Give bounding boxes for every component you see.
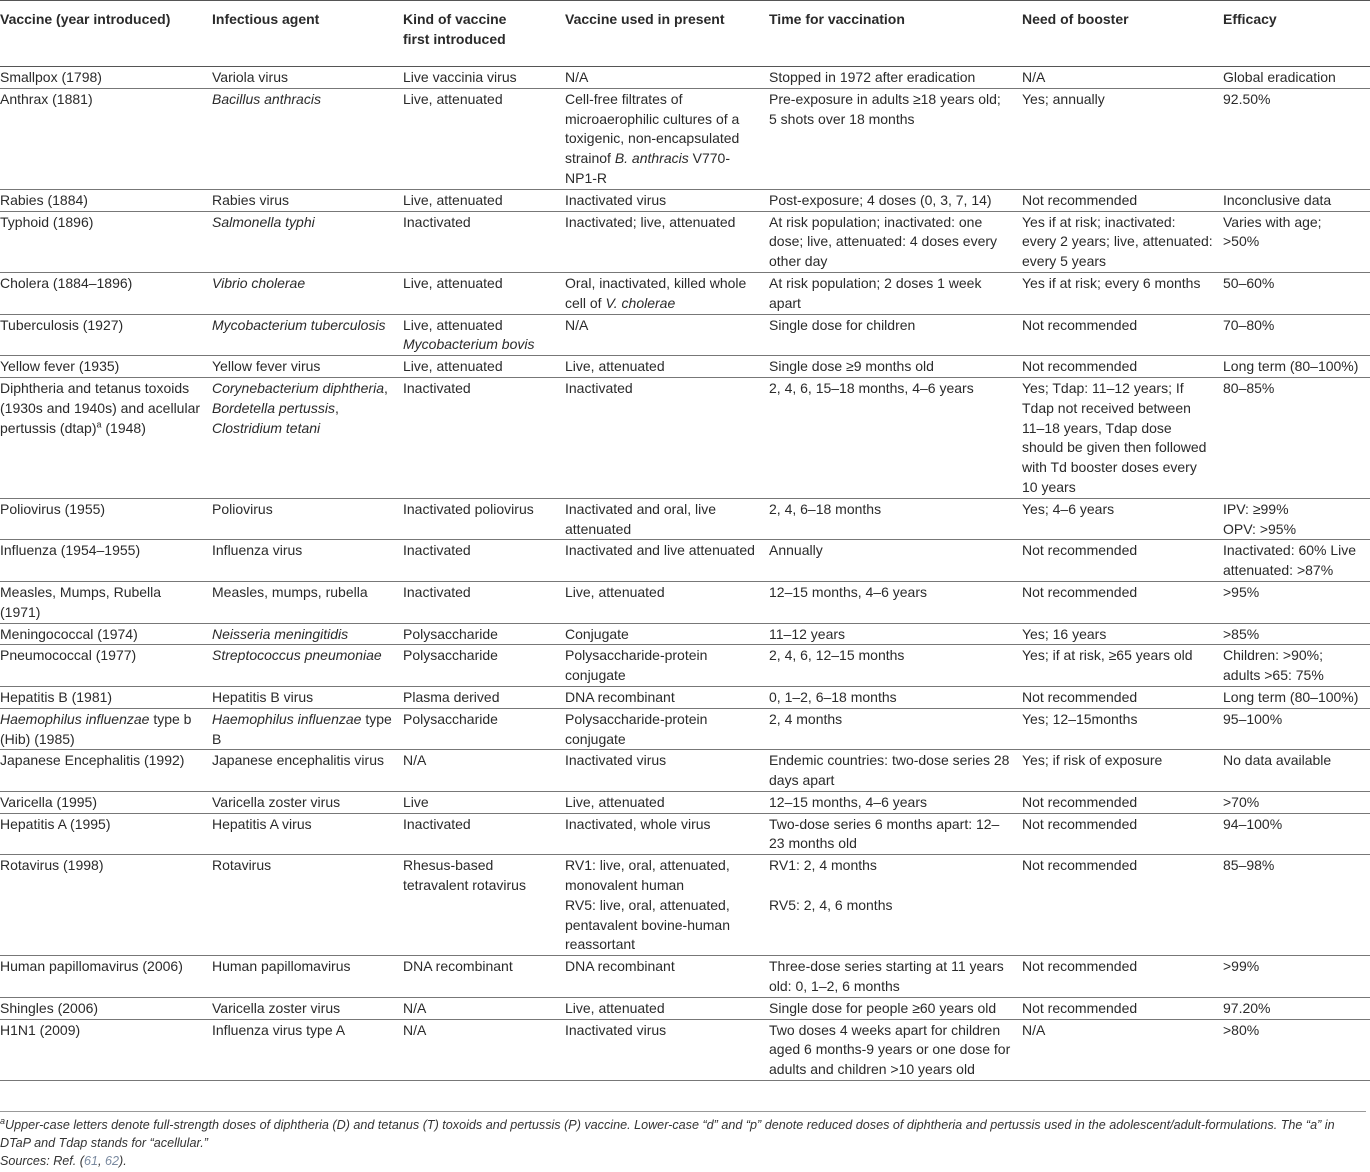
cell-booster: Not recommended <box>1022 316 1138 333</box>
cell-time: Single dose ≥9 months old <box>769 358 934 375</box>
cell-booster: Not recommended <box>1022 688 1138 705</box>
cell-kind: Inactivated <box>403 542 471 559</box>
cell-time: 12–15 months, 4–6 years <box>769 793 927 810</box>
cell-present: Inactivated, whole virus <box>565 815 711 832</box>
cell-present: Live, attenuated <box>565 999 665 1016</box>
table-row <box>0 708 1370 750</box>
table-row <box>0 189 1370 211</box>
cell-booster: Not recommended <box>1022 793 1138 810</box>
cell-booster: Yes if at risk; every 6 months <box>1022 274 1201 291</box>
cell-kind: Inactivated <box>403 583 471 600</box>
header-efficacy: Efficacy <box>1223 11 1277 27</box>
table-row <box>0 88 1370 189</box>
cell-kind: Plasma derived <box>403 688 500 705</box>
cell-present: DNA recombinant <box>565 688 675 705</box>
cell-vaccine: Measles, Mumps, Rubella (1971) <box>0 583 162 620</box>
table-body <box>0 67 1370 1081</box>
cell-kind: Live <box>403 793 429 810</box>
cell-efficacy: Inconclusive data <box>1223 191 1332 208</box>
cell-agent: Corynebacterium diphtheria, Bordetella pertussis, Clostridium tetani <box>212 379 388 436</box>
cell-kind: Live, attenuated Mycobacterium bovis <box>403 316 535 353</box>
cell-kind: Inactivated <box>403 213 471 230</box>
cell-booster: Not recommended <box>1022 958 1138 975</box>
cell-vaccine: Yellow fever (1935) <box>0 358 120 375</box>
cell-vaccine: Rabies (1884) <box>0 191 88 208</box>
cell-present: Inactivated virus <box>565 191 667 208</box>
cell-agent: Bacillus anthracis <box>212 90 321 107</box>
cell-vaccine: Diphtheria and tetanus toxoids (1930s and 1940s) and acellular pertussis (dtap)$^a$ (1948) <box>0 379 201 436</box>
cell-efficacy: IPV: ≥99% OPV: >95% <box>1223 500 1297 537</box>
cell-kind: Live, attenuated <box>403 358 503 375</box>
cell-kind: Live, attenuated <box>403 90 503 107</box>
header-present: Vaccine used in present <box>565 11 725 27</box>
cell-agent: Hepatitis A virus <box>212 815 312 832</box>
table-row <box>0 356 1370 378</box>
table-row <box>0 498 1370 540</box>
table-row <box>0 581 1370 623</box>
cell-time: 0, 1–2, 6–18 months <box>769 688 897 705</box>
cell-efficacy: 94–100% <box>1223 815 1283 832</box>
cell-agent: Human papillomavirus <box>212 958 351 975</box>
cell-vaccine: Shingles (2006) <box>0 999 99 1016</box>
cell-time: Single dose for people ≥60 years old <box>769 999 997 1016</box>
table-row <box>0 211 1370 272</box>
table-row <box>0 540 1370 582</box>
cell-time: Endemic countries: two-dose series 28 days apart <box>769 752 1010 789</box>
cell-efficacy: Children: >90%; adults >65: 75% <box>1223 647 1324 684</box>
cell-efficacy: Varies with age; >50% <box>1223 213 1322 250</box>
header-row <box>0 1 1370 67</box>
cell-vaccine: Pneumococcal (1977) <box>0 647 137 664</box>
cell-time: Two doses 4 weeks apart for children aged 6 months-9 years or one dose for adults and children >10 years old <box>769 1021 1011 1078</box>
cell-efficacy: >95% <box>1223 583 1260 600</box>
table-row <box>0 377 1370 498</box>
cell-booster: N/A <box>1022 69 1046 85</box>
cell-booster: Not recommended <box>1022 358 1138 375</box>
cell-present: Polysaccharide-protein conjugate <box>565 710 708 747</box>
cell-vaccine: Cholera (1884–1896) <box>0 274 133 291</box>
cell-booster: N/A <box>1022 1021 1046 1038</box>
table-row <box>0 997 1370 1019</box>
cell-booster: Not recommended <box>1022 999 1138 1016</box>
header-time: Time for vaccination <box>769 11 905 27</box>
cell-efficacy: >85% <box>1223 625 1260 642</box>
cell-time: Single dose for children <box>769 316 916 333</box>
cell-booster: Yes; if risk of exposure <box>1022 752 1163 769</box>
cell-vaccine: Japanese Encephalitis (1992) <box>0 752 185 769</box>
cell-present: Oral, inactivated, killed whole cell of V. cholerae <box>565 274 747 311</box>
cell-kind: Rhesus-based tetravalent rotavirus <box>403 857 526 894</box>
cell-agent: Neisseria meningitidis <box>212 625 349 642</box>
cell-present: Inactivated and oral, live attenuated <box>565 500 716 537</box>
table-row <box>0 791 1370 813</box>
cell-efficacy: >80% <box>1223 1021 1260 1038</box>
cell-present: N/A <box>565 316 589 333</box>
cell-agent: Streptococcus pneumoniae <box>212 647 382 664</box>
cell-booster: Yes; annually <box>1022 90 1105 107</box>
cell-agent: Rabies virus <box>212 191 290 208</box>
cell-time: 2, 4, 6–18 months <box>769 500 882 517</box>
cell-kind: Live vaccinia virus <box>403 69 517 85</box>
header-vaccine: Vaccine (year introduced) <box>0 11 171 27</box>
cell-present: Inactivated virus <box>565 752 667 769</box>
cell-booster: Yes; if at risk, ≥65 years old <box>1022 647 1193 664</box>
cell-kind: Live, attenuated <box>403 274 503 291</box>
cell-vaccine: Tuberculosis (1927) <box>0 316 124 333</box>
cell-agent: Influenza virus <box>212 542 303 559</box>
cell-agent: Haemophilus influenzae type B <box>212 710 392 747</box>
cell-vaccine: H1N1 (2009) <box>0 1021 81 1038</box>
cell-vaccine: Poliovirus (1955) <box>0 500 106 517</box>
cell-booster: Not recommended <box>1022 542 1138 559</box>
cell-time: RV1: 2, 4 months RV5: 2, 4, 6 months <box>769 857 893 913</box>
cell-vaccine: Meningococcal (1974) <box>0 625 138 642</box>
cell-present: Inactivated and live attenuated <box>565 542 755 559</box>
cell-booster: Not recommended <box>1022 857 1138 874</box>
cell-kind: Live, attenuated <box>403 191 503 208</box>
cell-vaccine: Smallpox (1798) <box>0 69 102 85</box>
cell-kind: Polysaccharide <box>403 710 498 727</box>
cell-efficacy: 97.20% <box>1223 999 1271 1016</box>
cell-present: N/A <box>565 69 589 85</box>
cell-efficacy: 70–80% <box>1223 316 1275 333</box>
cell-agent: Influenza virus type A <box>212 1021 346 1038</box>
cell-time: Annually <box>769 542 823 559</box>
table-row <box>0 314 1370 356</box>
cell-kind: N/A <box>403 999 427 1016</box>
cell-vaccine: Varicella (1995) <box>0 793 98 810</box>
cell-efficacy: Long term (80–100%) <box>1223 358 1359 375</box>
cell-time: Two-dose series 6 months apart: 12–23 months old <box>769 815 1000 852</box>
cell-present: Live, attenuated <box>565 358 665 375</box>
table-header <box>0 1 1370 67</box>
cell-kind: Polysaccharide <box>403 625 498 642</box>
cell-agent: Varicella zoster virus <box>212 999 341 1016</box>
cell-present: Live, attenuated <box>565 793 665 810</box>
cell-kind: N/A <box>403 1021 427 1038</box>
table-row <box>0 272 1370 314</box>
cell-time: At risk population; inactivated: one dose; live, attenuated: 4 doses every other day <box>769 213 998 270</box>
cell-time: 2, 4, 6, 12–15 months <box>769 647 905 664</box>
cell-efficacy: 92.50% <box>1223 90 1271 107</box>
cell-efficacy: 50–60% <box>1223 274 1275 291</box>
table-row <box>0 813 1370 855</box>
cell-vaccine: Hepatitis A (1995) <box>0 815 111 832</box>
cell-present: Polysaccharide-protein conjugate <box>565 647 708 684</box>
cell-booster: Yes; 12–15months <box>1022 710 1138 727</box>
cell-vaccine: Human papillomavirus (2006) <box>0 958 183 975</box>
cell-time: At risk population; 2 doses 1 week apart <box>769 274 982 311</box>
cell-efficacy: No data available <box>1223 752 1332 769</box>
cell-efficacy: >99% <box>1223 958 1260 975</box>
cell-time: 2, 4, 6, 15–18 months, 4–6 years <box>769 379 974 396</box>
header-agent: Infectious agent <box>212 11 320 27</box>
cell-kind: Inactivated <box>403 379 471 396</box>
cell-booster: Yes if at risk; inactivated: every 2 years; live, attenuated: every 5 years <box>1022 213 1213 270</box>
cell-kind: Polysaccharide <box>403 647 498 664</box>
cell-time: 11–12 years <box>769 625 846 642</box>
cell-kind: N/A <box>403 752 427 769</box>
cell-time: 12–15 months, 4–6 years <box>769 583 927 600</box>
cell-vaccine: Rotavirus (1998) <box>0 857 104 874</box>
footnote-a: $^a$Upper-case letters denote full-strength doses of diphtheria (D) and tetanus (T) toxoids and pertussis (P) vaccine. Lower-case “d” and “p” denote reduced doses of diphtheria and pertussis used in the adolescent/adult-formulations. The “a” in DTaP and Tdap stands for “acellular.” <box>0 1115 1335 1150</box>
cell-present: Inactivated; live, attenuated <box>565 213 736 230</box>
cell-booster: Not recommended <box>1022 191 1138 208</box>
cell-agent: Salmonella typhi <box>212 213 315 230</box>
cell-agent: Hepatitis B virus <box>212 688 314 705</box>
cell-vaccine: Hepatitis B (1981) <box>0 688 113 705</box>
cell-kind: Inactivated poliovirus <box>403 500 534 517</box>
cell-booster: Yes; Tdap: 11–12 years; If Tdap not received between 11–18 years, Tdap dose should be given then followed with Td booster doses every 10 years <box>1022 379 1207 495</box>
cell-present: Cell-free filtrates of microaerophilic cultures of a toxigenic, non-encapsulated strainof B. anthracis V770-NP1-R <box>565 90 740 186</box>
cell-present: DNA recombinant <box>565 958 675 975</box>
cell-efficacy: 85–98% <box>1223 857 1275 874</box>
cell-agent: Measles, mumps, rubella <box>212 583 368 600</box>
cell-present: RV1: live, oral, attenuated, monovalent human RV5: live, oral, attenuated, pentavalent bovine-human reassortant <box>565 857 731 953</box>
table-row <box>0 686 1370 708</box>
table-row <box>0 855 1370 956</box>
cell-booster: Not recommended <box>1022 583 1138 600</box>
cell-vaccine: Anthrax (1881) <box>0 90 93 107</box>
footnote-sources: Sources: Ref. (61, 62). <box>0 1154 127 1168</box>
table-footnotes <box>0 1111 1366 1170</box>
cell-kind: DNA recombinant <box>403 958 513 975</box>
cell-efficacy: Inactivated: 60% Live attenuated: >87% <box>1223 542 1357 579</box>
cell-agent: Variola virus <box>212 69 288 85</box>
cell-booster: Not recommended <box>1022 815 1138 832</box>
cell-agent: Varicella zoster virus <box>212 793 341 810</box>
header-kind: Kind of vaccine first introduced <box>403 11 507 47</box>
cell-present: Live, attenuated <box>565 583 665 600</box>
cell-time: 2, 4 months <box>769 710 843 727</box>
cell-present: Conjugate <box>565 625 629 642</box>
cell-time: Stopped in 1972 after eradication <box>769 69 976 85</box>
header-booster: Need of booster <box>1022 11 1129 27</box>
cell-agent: Rotavirus <box>212 857 272 874</box>
cell-agent: Vibrio cholerae <box>212 274 306 291</box>
cell-present: Inactivated virus <box>565 1021 667 1038</box>
table-row <box>0 956 1370 998</box>
cell-efficacy: >70% <box>1223 793 1260 810</box>
cell-efficacy: 80–85% <box>1223 379 1275 396</box>
cell-vaccine: Haemophilus influenzae type b (Hib) (1985) <box>0 710 192 747</box>
table-row <box>0 1019 1370 1080</box>
cell-kind: Inactivated <box>403 815 471 832</box>
cell-agent: Poliovirus <box>212 500 273 517</box>
cell-time: Post-exposure; 4 doses (0, 3, 7, 14) <box>769 191 992 208</box>
cell-time: Three-dose series starting at 11 years old: 0, 1–2, 6 months <box>769 958 1004 995</box>
table-row <box>0 645 1370 687</box>
table-row <box>0 750 1370 792</box>
cell-booster: Yes; 16 years <box>1022 625 1107 642</box>
cell-efficacy: Global eradication <box>1223 69 1336 85</box>
table-row <box>0 67 1370 89</box>
cell-vaccine: Typhoid (1896) <box>0 213 94 230</box>
table-row <box>0 623 1370 645</box>
cell-booster: Yes; 4–6 years <box>1022 500 1115 517</box>
cell-agent: Mycobacterium tuberculosis <box>212 316 386 333</box>
cell-agent: Japanese encephalitis virus <box>212 752 384 769</box>
cell-efficacy: 95–100% <box>1223 710 1283 727</box>
cell-vaccine: Influenza (1954–1955) <box>0 542 141 559</box>
cell-present: Inactivated <box>565 379 633 396</box>
cell-agent: Yellow fever virus <box>212 358 321 375</box>
cell-efficacy: Long term (80–100%) <box>1223 688 1359 705</box>
cell-time: Pre-exposure in adults ≥18 years old; 5 shots over 18 months <box>769 90 1001 127</box>
